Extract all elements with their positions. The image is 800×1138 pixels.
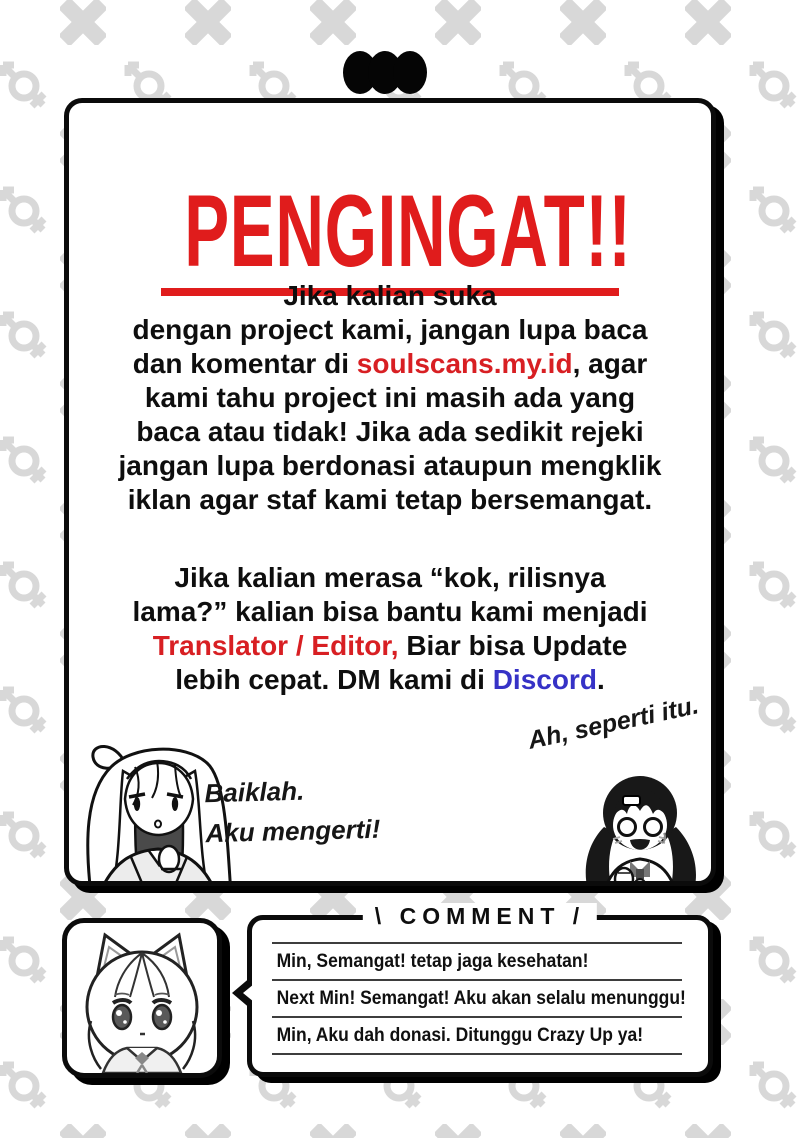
gender-symbol-icon: [0, 59, 53, 120]
x-pattern-icon: [560, 0, 606, 50]
ellipsis-dots-icon: [343, 51, 427, 94]
speech-right: Ah, seperti itu.: [525, 691, 702, 755]
x-pattern-icon: [435, 1124, 481, 1138]
commenter-avatar: [62, 918, 222, 1078]
page-title: PENGINGAT!!: [184, 174, 632, 288]
gender-symbol-icon: [747, 59, 800, 120]
notice-paragraph-1: [69, 279, 711, 517]
gender-symbol-icon: [0, 434, 53, 495]
x-pattern-icon: [685, 0, 731, 50]
x-pattern-icon: [60, 1124, 106, 1138]
gender-symbol-icon: [0, 184, 53, 245]
gender-symbol-icon: [0, 309, 53, 370]
recruit-highlight: Translator / Editor,: [152, 630, 399, 661]
comment-item: Next Min! Semangat! Aku akan selalu menunggu!: [272, 979, 682, 1016]
discord-link[interactable]: Discord: [492, 664, 597, 695]
x-pattern-icon: [185, 1124, 231, 1138]
notice-line: iklan agar staf kami tetap bersemangat.: [127, 484, 653, 515]
comment-header: \ COMMENT /: [363, 903, 597, 930]
notice-line: dengan project kami, jangan lupa baca: [132, 314, 648, 345]
notice-line: lebih cepat. DM kami di Discord.: [175, 664, 605, 695]
character-right-illustration: [564, 771, 716, 886]
notice-line: kami tahu project ini masih ada yang: [144, 382, 636, 413]
comment-item: Min, Semangat! tetap jaga kesehatan!: [272, 942, 682, 979]
gender-symbol-icon: [0, 934, 53, 995]
speech-left: Baiklah. Aku mengerti!: [204, 775, 381, 849]
notice-paragraph-2: [69, 561, 711, 697]
x-pattern-icon: [60, 0, 106, 50]
gender-symbol-icon: [0, 809, 53, 870]
gender-symbol-icon: [747, 184, 800, 245]
notice-line: Translator / Editor, Biar bisa Update: [152, 630, 628, 661]
gender-symbol-icon: [747, 309, 800, 370]
comment-panel: [247, 903, 713, 1077]
soulscans-link[interactable]: soulscans.my.id: [356, 348, 573, 379]
gender-symbol-icon: [747, 809, 800, 870]
gender-symbol-icon: [0, 684, 53, 745]
x-pattern-icon: [310, 1124, 356, 1138]
gender-symbol-icon: [747, 684, 800, 745]
comment-item: Min, Aku dah donasi. Ditunggu Crazy Up ya!: [272, 1016, 682, 1055]
gender-symbol-icon: [747, 934, 800, 995]
notice-line: Jika kalian merasa “kok, rilisnya: [174, 562, 606, 593]
reminder-card: [64, 98, 716, 886]
notice-line: baca atau tidak! Jika ada sedikit rejeki: [136, 416, 644, 447]
x-pattern-icon: [435, 0, 481, 50]
x-pattern-icon: [685, 1124, 731, 1138]
x-pattern-icon: [560, 1124, 606, 1138]
x-pattern-icon: [185, 0, 231, 50]
gender-symbol-icon: [0, 559, 53, 620]
notice-line: jangan lupa berdonasi ataupun mengklik: [118, 450, 662, 481]
x-pattern-icon: [310, 0, 356, 50]
notice-line: dan komentar di soulscans.my.id, agar: [132, 348, 648, 379]
gender-symbol-icon: [0, 1059, 53, 1120]
gender-symbol-icon: [747, 559, 800, 620]
notice-line: lama?” kalian bisa bantu kami menjadi: [132, 596, 648, 627]
cat-girl-avatar-illustration: [67, 923, 217, 1073]
gender-symbol-icon: [747, 1059, 800, 1120]
gender-symbol-icon: [747, 434, 800, 495]
notice-line: Jika kalian suka: [283, 280, 497, 311]
